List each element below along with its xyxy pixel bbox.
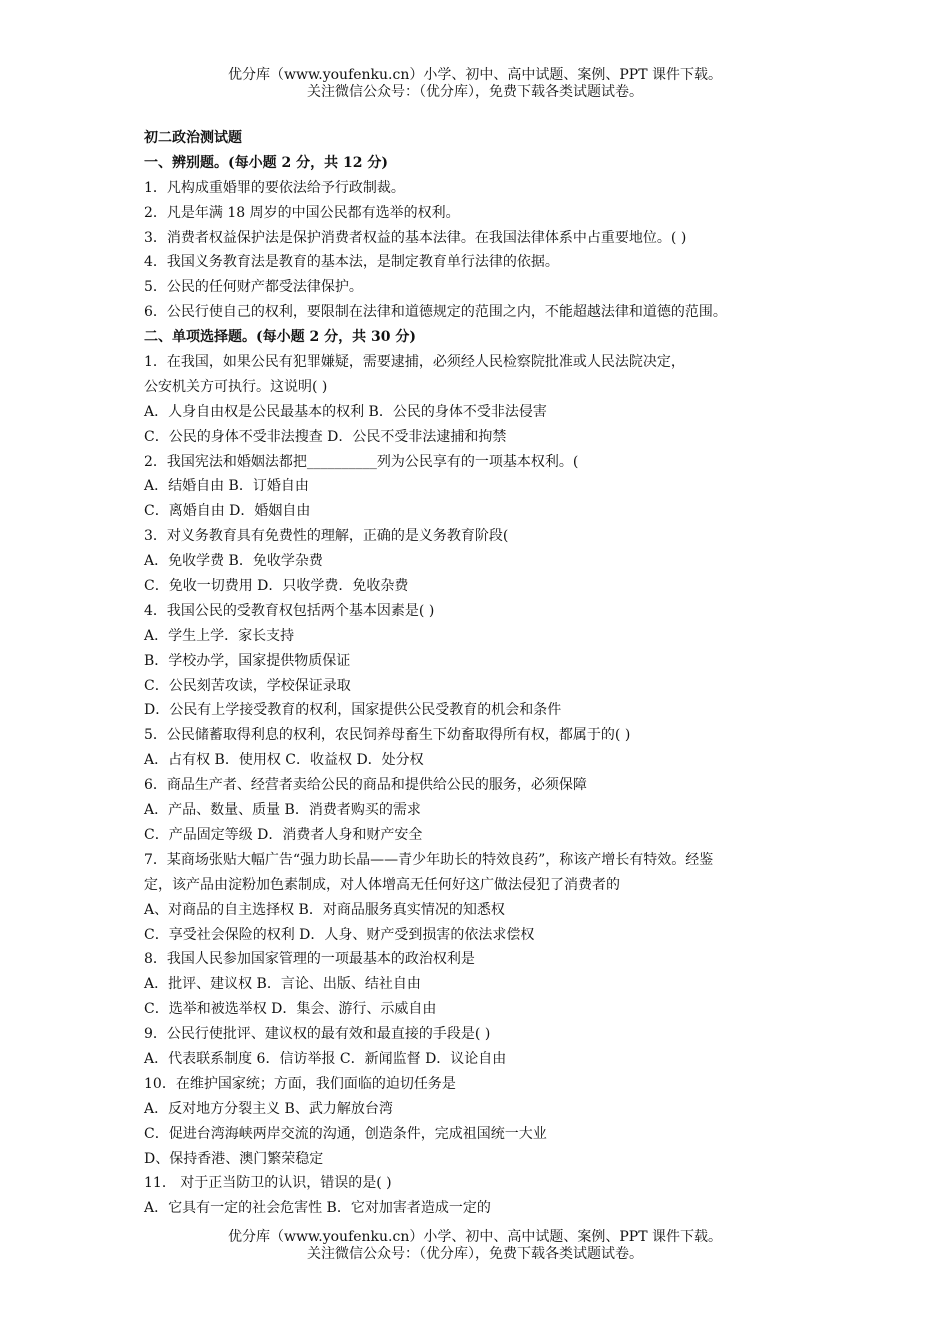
question-line: 定，该产品由淀粉加色素制成，对人体增高无任何好这广做法侵犯了消费者的 (144, 876, 620, 893)
question-line: 6．公民行使自己的权利，要限制在法律和道德规定的范围之内，不能超越法律和道德的范围。 (144, 304, 727, 321)
section-1-heading: 一、辨别题。(每小题 2 分，共 12 分) (144, 154, 388, 171)
question-line: 4．我国义务教育法是教育的基本法，是制定教育单行法律的依据。 (144, 254, 559, 271)
option-line: C．产品固定等级 D．消费者人身和财产安全 (144, 826, 423, 843)
option-line: A．学生上学．家长支持 (144, 627, 295, 644)
question-line: 1．凡构成重婚罪的要依法给予行政制裁。 (144, 179, 405, 196)
option-line: C．促进台湾海峡两岸交流的沟通，创造条件，完成祖国统一大业 (144, 1125, 547, 1142)
question-line: 5．公民储蓄取得利息的权利，农民饲养母畜生下幼畜取得所有权，都属于的( ) (144, 727, 631, 744)
option-line: D、保持香港、澳门繁荣稳定 (144, 1150, 324, 1167)
question-line: 6．商品生产者、经营者卖给公民的商品和提供给公民的服务，必须保障 (144, 777, 587, 794)
document-title: 初二政治测试题 (144, 130, 242, 146)
question-line: 4．我国公民的受教育权包括两个基本因素是( ) (144, 602, 435, 619)
question-line: 7．某商场张贴大幅广告“强力助长晶——青少年助长的特效良药”，称该产增长有特效。经鉴 (144, 851, 714, 868)
header-line-2: 关注微信公众号：（优分库），免费下载各类试题试卷。 (307, 84, 643, 100)
document-body (144, 126, 824, 1221)
question-line: 10．在维护国家统；方面，我们面临的迫切任务是 (144, 1075, 456, 1092)
question-line: 8．我国人民参加国家管理的一项最基本的政治权利是 (144, 951, 475, 968)
option-line: A．免收学费 B．免收学杂费 (144, 553, 323, 570)
question-line: 11． 对于正当防卫的认识，错误的是( ) (144, 1175, 392, 1192)
option-line: A．产品、数量、质量 B．消费者购买的需求 (144, 802, 421, 819)
option-line: C．公民的身体不受非法搜查 D．公民不受非法逮捕和拘禁 (144, 428, 507, 445)
option-line: A．占有权 B．使用权 C．收益权 D．处分权 (144, 752, 424, 769)
question-line: 3．对义务教育具有免费性的理解，正确的是义务教育阶段( (144, 528, 509, 545)
option-line: C．选举和被选举权 D．集会、游行、示威自由 (144, 1001, 437, 1018)
question-line: 5．公民的任何财产都受法律保护。 (144, 279, 363, 296)
footer-line-1: 优分库（www.youfenku.cn）小学、初中、高中试题、案例、PPT 课件下载。 (227, 1229, 722, 1245)
option-line: C．免收一切费用 D．只收学费．免收杂费 (144, 578, 409, 595)
option-line: A．反对地方分裂主义 B、武力解放台湾 (144, 1100, 393, 1117)
option-line: C．享受社会保险的权利 D．人身、财产受到损害的依法求偿权 (144, 926, 535, 943)
option-line: A．人身自由权是公民最基本的权利 B．公民的身体不受非法侵害 (144, 403, 547, 420)
option-line: A．结婚自由 B．订婚自由 (144, 478, 309, 495)
question-line: 公安机关方可执行。这说明( ) (144, 378, 328, 395)
section-2-heading: 二、单项选择题。(每小题 2 分，共 30 分) (144, 329, 416, 346)
option-line: D．公民有上学接受教育的权利，国家提供公民受教育的机会和条件 (144, 702, 562, 719)
option-line: B．学校办学，国家提供物质保证 (144, 652, 351, 669)
question-line: 1．在我国，如果公民有犯罪嫌疑，需要逮捕，必须经人民检察院批准或人民法院决定， (144, 354, 685, 371)
page-header (0, 67, 950, 101)
question-line: 3．消费者权益保护法是保护消费者权益的基本法律。在我国法律体系中占重要地位。( ) (144, 229, 687, 246)
footer-line-2: 关注微信公众号：（优分库），免费下载各类试题试卷。 (307, 1246, 643, 1262)
question-line: 2．我国宪法和婚姻法都把__________列为公民享有的一项基本权利。( (144, 453, 579, 470)
option-line: A．代表联系制度 6．信访举报 C．新闻监督 D．议论自由 (144, 1050, 507, 1067)
question-line: 9．公民行使批评、建议权的最有效和最直接的手段是( ) (144, 1026, 491, 1043)
option-line: A．它具有一定的社会危害性 B．它对加害者造成一定的 (144, 1200, 491, 1217)
header-line-1: 优分库（www.youfenku.cn）小学、初中、高中试题、案例、PPT 课件下载。 (227, 67, 722, 83)
question-line: 2．凡是年满 18 周岁的中国公民都有选举的权利。 (144, 204, 460, 221)
option-line: A、对商品的自主选择权 B．对商品服务真实情况的知悉权 (144, 901, 505, 918)
page-footer (0, 1229, 950, 1263)
option-line: C．离婚自由 D．婚姻自由 (144, 503, 311, 520)
option-line: A．批评、建议权 B．言论、出版、结社自由 (144, 976, 421, 993)
option-line: C．公民刻苦攻读，学校保证录取 (144, 677, 351, 694)
